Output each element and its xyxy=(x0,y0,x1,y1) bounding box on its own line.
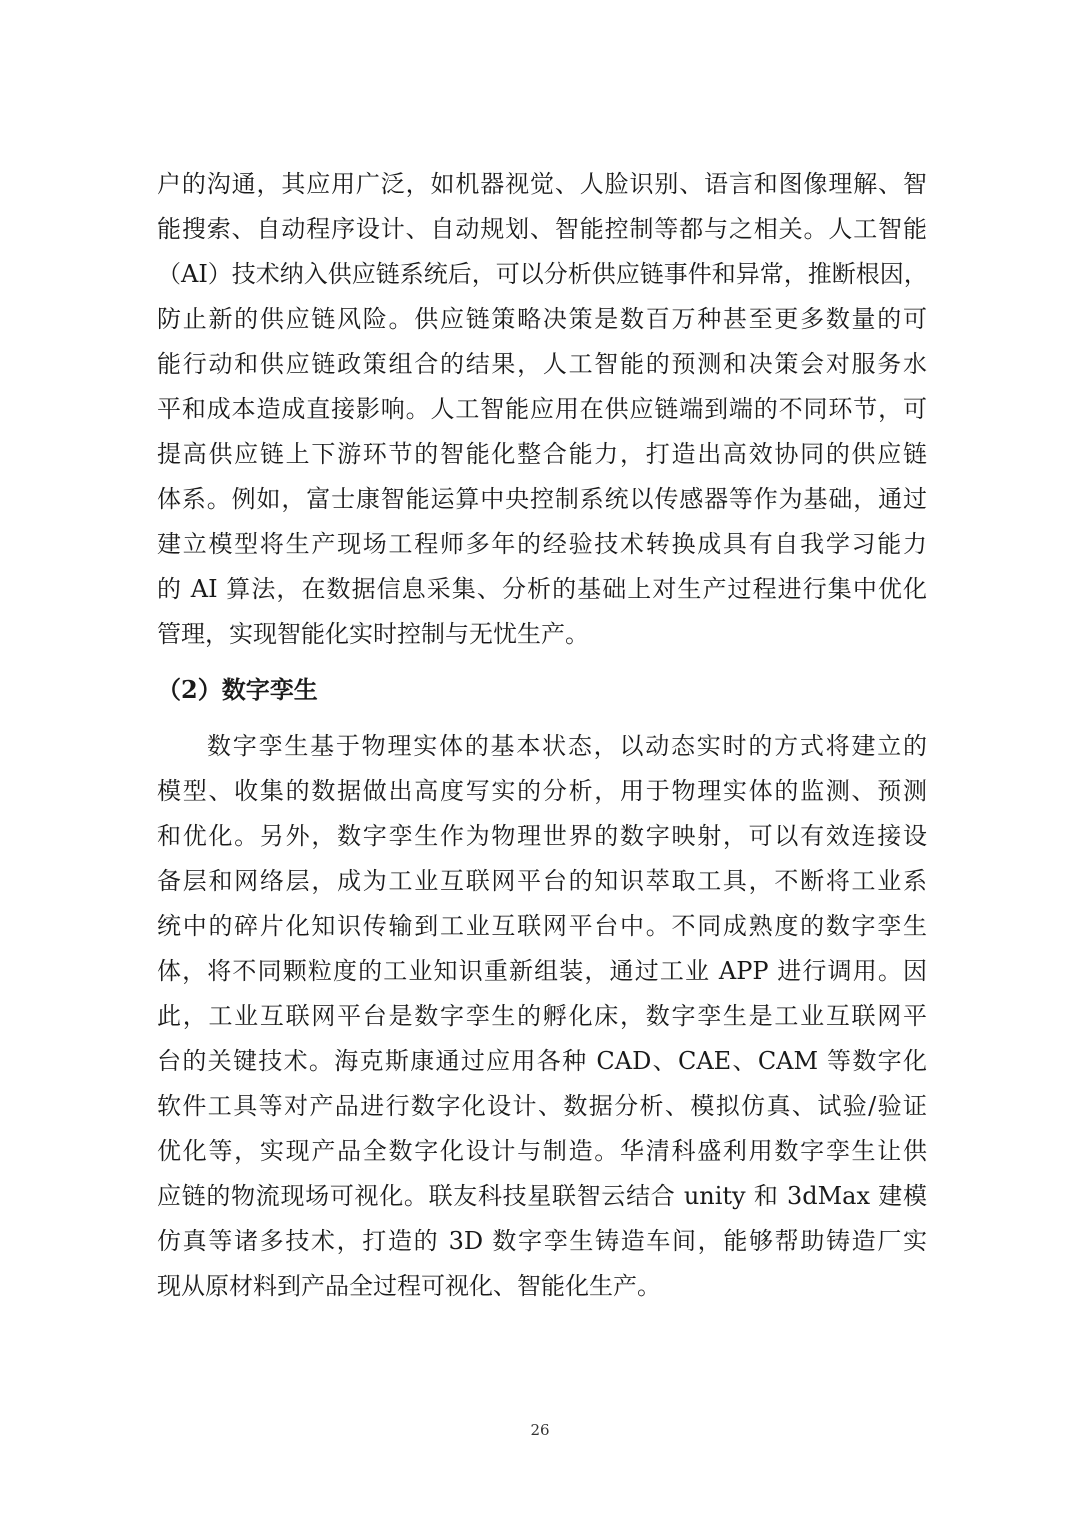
paragraph-line: 体系。例如，富士康智能运算中央控制系统以传感器等作为基础，通过 xyxy=(157,485,927,513)
paragraph-line: 管理，实现智能化实时控制与无忧生产。 xyxy=(157,620,589,648)
paragraph-line: 平和成本造成直接影响。人工智能应用在供应链端到端的不同环节，可 xyxy=(157,395,927,423)
paragraph-line: 此，工业互联网平台是数字孪生的孵化床，数字孪生是工业互联网平 xyxy=(157,1002,927,1030)
paragraph-line: 软件工具等对产品进行数字化设计、数据分析、模拟仿真、试验/验证 xyxy=(157,1092,927,1120)
paragraph-line: （AI）技术纳入供应链系统后，可以分析供应链事件和异常，推断根因， xyxy=(157,260,928,288)
paragraph-line: 体，将不同颗粒度的工业知识重新组装，通过工业 APP 进行调用。因 xyxy=(157,957,927,985)
section-heading: （2）数字孪生 xyxy=(157,675,318,704)
page-number: 26 xyxy=(530,1421,550,1439)
paragraph-line: 和优化。另外，数字孪生作为物理世界的数字映射，可以有效连接设 xyxy=(157,822,927,850)
paragraph-line: 应链的物流现场可视化。联友科技星联智云结合 unity 和 3dMax 建模 xyxy=(157,1182,927,1210)
paragraph-line: 备层和网络层，成为工业互联网平台的知识萃取工具，不断将工业系 xyxy=(157,867,927,895)
paragraph-line: 提高供应链上下游环节的智能化整合能力，打造出高效协同的供应链 xyxy=(157,440,927,468)
paragraph-line: 数字孪生基于物理实体的基本状态，以动态实时的方式将建立的 xyxy=(207,732,927,760)
paragraph-line: 模型、收集的数据做出高度写实的分析，用于物理实体的监测、预测 xyxy=(157,777,927,805)
paragraph-line: 现从原材料到产品全过程可视化、智能化生产。 xyxy=(157,1272,661,1300)
paragraph-line: 建立模型将生产现场工程师多年的经验技术转换成具有自我学习能力 xyxy=(157,530,927,558)
paragraph-line: 统中的碎片化知识传输到工业互联网平台中。不同成熟度的数字孪生 xyxy=(157,912,927,940)
paragraph-line: 优化等，实现产品全数字化设计与制造。华清科盛利用数字孪生让供 xyxy=(157,1137,927,1165)
paragraph-line: 的 AI 算法，在数据信息采集、分析的基础上对生产过程进行集中优化 xyxy=(157,575,927,603)
paragraph-line: 能行动和供应链政策组合的结果，人工智能的预测和决策会对服务水 xyxy=(157,350,927,378)
paragraph-line: 户的沟通，其应用广泛，如机器视觉、人脸识别、语言和图像理解、智 xyxy=(157,170,927,198)
paragraph-line: 台的关键技术。海克斯康通过应用各种 CAD、CAE、CAM 等数字化 xyxy=(157,1047,927,1075)
paragraph-line: 能搜索、自动程序设计、自动规划、智能控制等都与之相关。人工智能 xyxy=(157,215,927,243)
paragraph-line: 防止新的供应链风险。供应链策略决策是数百万种甚至更多数量的可 xyxy=(157,305,927,333)
paragraph-line: 仿真等诸多技术，打造的 3D 数字孪生铸造车间，能够帮助铸造厂实 xyxy=(157,1227,927,1255)
